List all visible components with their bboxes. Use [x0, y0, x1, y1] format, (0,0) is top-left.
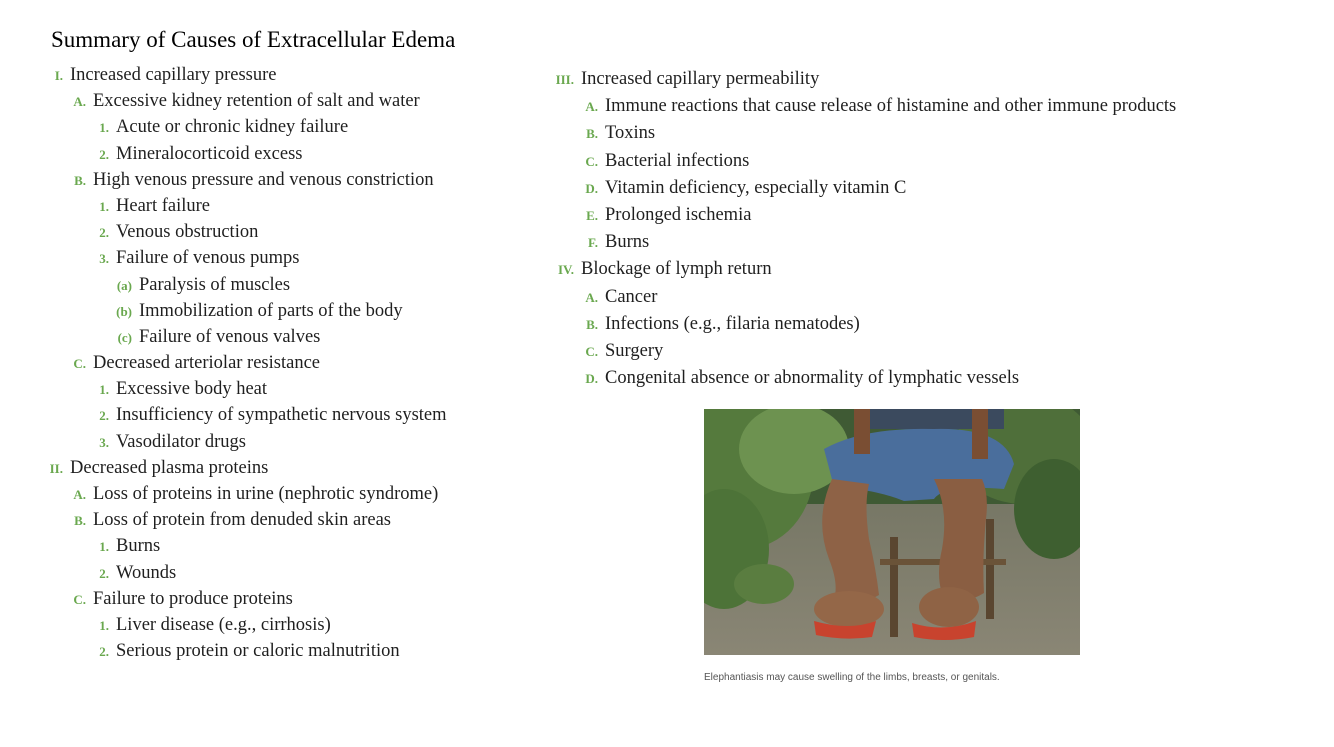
- outline-marker: C.: [73, 356, 86, 372]
- outline-marker: 3.: [99, 434, 109, 450]
- outline-marker: II.: [49, 460, 63, 476]
- outline-item: [0, 402, 447, 428]
- outline-marker: B.: [74, 172, 86, 188]
- page-title: Summary of Causes of Extracellular Edema: [51, 27, 456, 52]
- outline-item: [0, 638, 447, 664]
- outline-marker: C.: [585, 153, 598, 169]
- outline-item: [0, 93, 1176, 120]
- outline-text: Venous obstruction: [116, 222, 259, 243]
- outline-text: Toxins: [605, 123, 656, 144]
- outline-item: [0, 66, 1176, 93]
- outline-text: Failure of venous valves: [139, 326, 321, 347]
- outline-marker: 1.: [99, 120, 109, 136]
- outline-marker: 2.: [99, 408, 109, 424]
- outline-text: Prolonged ischemia: [605, 204, 752, 225]
- outline-marker: 1.: [99, 539, 109, 555]
- outline-text: Bacterial infections: [605, 150, 750, 171]
- outline-text: Failure of venous pumps: [116, 248, 300, 269]
- outline-item: [0, 365, 1176, 392]
- outline-item: [0, 455, 447, 481]
- outline-text: Excessive body heat: [116, 379, 268, 400]
- outline-item: [0, 533, 447, 559]
- outline-marker: 1.: [99, 617, 109, 633]
- outline-text: Congenital absence or abnormality of lymphatic vessels: [605, 368, 1020, 389]
- outline-marker: 2.: [99, 225, 109, 241]
- outline-text: Excessive kidney retention of salt and water: [93, 91, 420, 112]
- outline-marker: 1.: [99, 382, 109, 398]
- outline-item: [0, 429, 447, 455]
- outline-text: Insufficiency of sympathetic nervous system: [116, 405, 447, 426]
- outline-marker: E.: [586, 207, 598, 223]
- outline-text: Heart failure: [116, 195, 210, 216]
- elephantiasis-photo: [704, 409, 1080, 655]
- outline-text: Increased capillary permeability: [581, 69, 820, 89]
- figure-caption: Elephantiasis may cause swelling of the limbs, breasts, or genitals.: [704, 672, 1000, 683]
- outline-marker: IV.: [557, 262, 574, 278]
- outline-text: Paralysis of muscles: [139, 274, 291, 295]
- outline-item: [0, 120, 1176, 147]
- outline-text: Mineralocorticoid excess: [116, 143, 303, 164]
- outline-text: High venous pressure and venous constriction: [93, 169, 434, 190]
- outline-marker: D.: [585, 371, 598, 387]
- outline-text: Surgery: [605, 340, 664, 361]
- outline-text: Infections (e.g., filaria nematodes): [605, 313, 860, 334]
- outline-marker: I.: [54, 68, 63, 83]
- outline-item: [0, 586, 447, 612]
- outline-text: Immobilization of parts of the body: [139, 300, 403, 321]
- outline-marker: 1.: [99, 198, 109, 214]
- outline-item: [0, 612, 447, 638]
- outline-text: Burns: [605, 232, 650, 253]
- outline-marker: C.: [73, 591, 86, 607]
- outline-text: Loss of proteins in urine (nephrotic syndrome): [93, 484, 439, 504]
- outline-text: Loss of protein from denuded skin areas: [93, 510, 391, 531]
- outline-item: [0, 311, 1176, 338]
- outline-marker: D.: [585, 180, 598, 196]
- outline-marker: B.: [586, 316, 598, 332]
- outline-text: Failure to produce proteins: [93, 588, 293, 609]
- outline-item: [0, 148, 1176, 175]
- outline-item: [0, 229, 1176, 256]
- outline-marker: 2.: [99, 146, 109, 162]
- outline-text: Decreased arteriolar resistance: [93, 353, 320, 374]
- outline-item: [0, 507, 447, 533]
- outline-marker: C.: [585, 343, 598, 359]
- outline-marker: (b): [116, 303, 132, 319]
- outline-marker: A.: [73, 487, 86, 502]
- outline-text: Cancer: [605, 286, 658, 307]
- outline-marker: B.: [74, 513, 86, 529]
- outline-marker: 2.: [99, 565, 109, 581]
- outline-text: Vasodilator drugs: [116, 431, 246, 452]
- outline-marker: A.: [73, 94, 86, 110]
- outline-marker: F.: [588, 235, 598, 251]
- outline-item: [0, 202, 1176, 229]
- outline-item: [0, 338, 1176, 365]
- outline-item: [0, 560, 447, 586]
- outline-text: Burns: [116, 536, 161, 557]
- outline-marker: B.: [586, 126, 598, 142]
- outline-marker: 2.: [99, 644, 109, 660]
- outline-text: Wounds: [116, 562, 177, 583]
- outline-marker: A.: [585, 289, 598, 305]
- outline-marker: III.: [555, 72, 574, 87]
- outline-item: [0, 256, 1176, 283]
- outline-text: Increased capillary pressure: [70, 65, 277, 85]
- outline-text: Liver disease (e.g., cirrhosis): [116, 614, 331, 635]
- outline-text: Vitamin deficiency, especially vitamin C: [605, 177, 907, 198]
- right-outline: [0, 66, 1176, 392]
- outline-marker: 3.: [99, 251, 109, 267]
- outline-text: Acute or chronic kidney failure: [116, 117, 349, 138]
- outline-marker: (a): [116, 277, 132, 293]
- outline-marker: (c): [117, 329, 132, 345]
- outline-item: [0, 175, 1176, 202]
- outline-item: [0, 284, 1176, 311]
- outline-item: [0, 481, 447, 507]
- outline-text: Blockage of lymph return: [581, 259, 772, 280]
- outline-text: Decreased plasma proteins: [70, 457, 269, 478]
- outline-marker: A.: [585, 99, 598, 115]
- outline-text: Serious protein or caloric malnutrition: [116, 641, 400, 662]
- outline-text: Immune reactions that cause release of histamine and other immune products: [605, 96, 1177, 117]
